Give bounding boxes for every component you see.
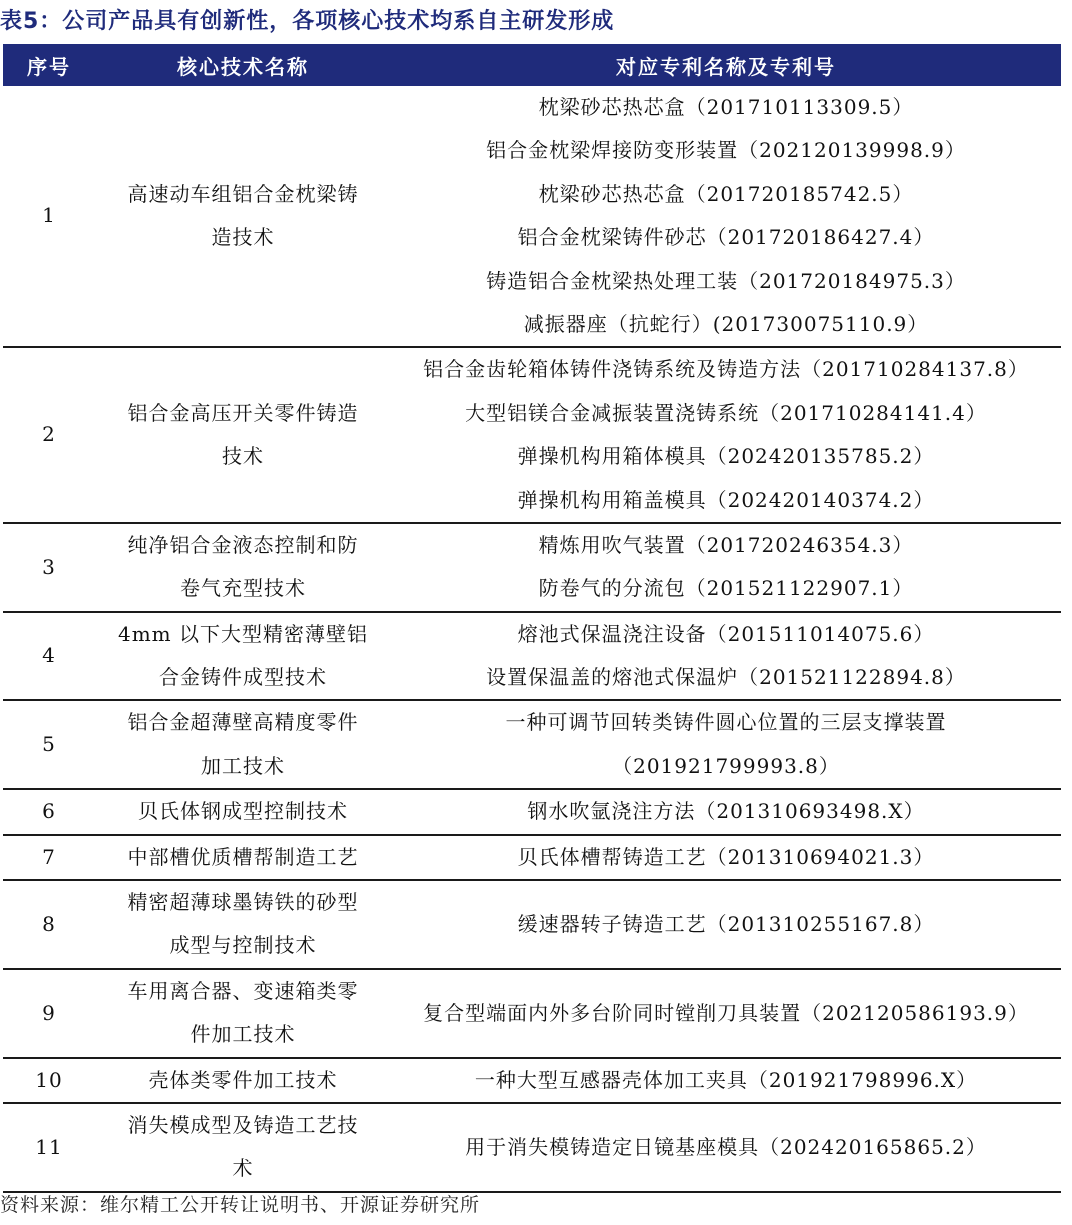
- tech-name-line: 铝合金高压开关零件铸造: [127, 400, 359, 425]
- patent-line: 精炼用吹气装置（201720246354.3）: [538, 532, 914, 557]
- source-note: 资料来源：维尔精工公开转让说明书、开源证券研究所: [0, 1194, 481, 1216]
- tech-name-cell: [95, 700, 391, 789]
- tech-name-line: 4mm 以下大型精密薄壁铝: [117, 621, 368, 646]
- patent-cell: [391, 700, 1061, 789]
- tech-name-line: 贝氏体钢成型控制技术: [138, 799, 348, 824]
- patent-cell: [391, 612, 1061, 701]
- table-title: 表5：公司产品具有创新性，各项核心技术均系自主研发形成: [0, 9, 615, 34]
- patent-cell: [391, 789, 1061, 834]
- header-tech-name: 核心技术名称: [177, 54, 309, 79]
- table-row: [3, 523, 1061, 612]
- tech-name-cell: [95, 612, 391, 701]
- tech-name-line: 壳体类零件加工技术: [148, 1067, 338, 1092]
- tech-name-cell: [95, 1103, 391, 1192]
- patent-line: 钢水吹氩浇注方法（201310693498.X）: [527, 799, 925, 824]
- tech-name-cell: [95, 86, 391, 347]
- patent-line: 用于消失模铸造定日镜基座模具（202420165865.2）: [465, 1134, 987, 1159]
- table-row: [3, 612, 1061, 701]
- tech-name-line: 加工技术: [201, 753, 285, 778]
- tech-name-line: 造技术: [211, 225, 275, 250]
- row-index: 1: [42, 203, 56, 228]
- table-row: [3, 789, 1061, 834]
- patent-cell: [391, 1058, 1061, 1103]
- patent-line: 设置保温盖的熔池式保温炉（201521122894.8）: [486, 665, 966, 690]
- tech-name-line: 精密超薄球墨铸铁的砂型: [127, 890, 359, 915]
- patent-line: 铸造铝合金枕梁热处理工装（201720184975.3）: [486, 268, 966, 293]
- patent-line: （201921799993.8）: [612, 753, 840, 778]
- table-row: [3, 969, 1061, 1058]
- header-index: 序号: [27, 54, 71, 79]
- tech-name-cell: [95, 789, 391, 834]
- table-row: [3, 1103, 1061, 1192]
- tech-name-line: 卷气充型技术: [180, 576, 306, 601]
- table-row: [3, 86, 1061, 347]
- tech-name-cell: [95, 880, 391, 969]
- row-index: 3: [42, 554, 56, 579]
- patent-cell: [391, 969, 1061, 1058]
- patent-cell: [391, 523, 1061, 612]
- row-index: 4: [42, 643, 56, 668]
- table-row: [3, 880, 1061, 969]
- patent-line: 铝合金齿轮箱体铸件浇铸系统及铸造方法（201710284137.8）: [423, 357, 1029, 382]
- tech-name-cell: [95, 835, 391, 880]
- row-index: 5: [42, 732, 56, 757]
- tech-name-line: 中部槽优质槽帮制造工艺: [127, 844, 359, 869]
- patent-line: 铝合金枕梁焊接防变形装置（202120139998.9）: [486, 138, 966, 163]
- tech-name-line: 合金铸件成型技术: [159, 665, 327, 690]
- tech-name-cell: [95, 969, 391, 1058]
- row-index: 11: [35, 1134, 63, 1159]
- row-index: 9: [42, 1000, 56, 1025]
- patent-line: 弹操机构用箱盖模具（202420140374.2）: [517, 487, 935, 512]
- table-body: [3, 86, 1061, 1192]
- tech-name-line: 件加工技术: [190, 1022, 296, 1047]
- tech-name-cell: [95, 347, 391, 523]
- tech-name-line: 消失模成型及铸造工艺技: [127, 1113, 359, 1138]
- table-header-row: [3, 44, 1061, 86]
- patent-line: 大型铝镁合金减振装置浇铸系统（201710284141.4）: [465, 400, 987, 425]
- patent-line: 一种大型互感器壳体加工夹具（201921798996.X）: [474, 1067, 978, 1092]
- table-row: [3, 835, 1061, 880]
- tech-name-line: 技术: [222, 444, 264, 469]
- patent-line: 缓速器转子铸造工艺（201310255167.8）: [517, 911, 935, 936]
- patent-line: 枕梁砂芯热芯盒（201710113309.5）: [538, 95, 914, 119]
- table-row: [3, 1058, 1061, 1103]
- patent-line: 弹操机构用箱体模具（202420135785.2）: [517, 444, 935, 469]
- patent-cell: [391, 347, 1061, 523]
- patent-cell: [391, 880, 1061, 969]
- patent-line: 减振器座（抗蛇行）(201730075110.9）: [523, 311, 929, 336]
- tech-name-cell: [95, 523, 391, 612]
- tech-name-line: 术: [232, 1156, 254, 1181]
- tech-name-line: 铝合金超薄壁高精度零件: [127, 710, 359, 735]
- row-index: 6: [42, 799, 56, 824]
- row-index: 2: [42, 422, 56, 447]
- row-index: 8: [42, 911, 56, 936]
- tech-name-line: 车用离合器、变速箱类零: [127, 978, 359, 1003]
- patent-line: 枕梁砂芯热芯盒（201720185742.5）: [538, 181, 914, 206]
- tech-name-cell: [95, 1058, 391, 1103]
- patent-table: [3, 44, 1061, 1193]
- patent-line: 一种可调节回转类铸件圆心位置的三层支撑装置: [505, 710, 947, 735]
- tech-name-line: 高速动车组铝合金枕梁铸: [127, 181, 359, 206]
- tech-name-line: 纯净铝合金液态控制和防: [127, 532, 359, 557]
- patent-line: 熔池式保温浇注设备（201511014075.6）: [517, 621, 935, 646]
- row-index: 10: [35, 1067, 63, 1092]
- tech-name-line: 成型与控制技术: [169, 933, 317, 958]
- table-row: [3, 347, 1061, 523]
- patent-cell: [391, 835, 1061, 880]
- row-index: 7: [42, 844, 56, 869]
- patent-line: 贝氏体槽帮铸造工艺（201310694021.3）: [517, 844, 935, 869]
- table-row: [3, 700, 1061, 789]
- patent-cell: [391, 1103, 1061, 1192]
- header-patent: 对应专利名称及专利号: [616, 54, 836, 79]
- patent-cell: [391, 86, 1061, 347]
- patent-line: 复合型端面内外多台阶同时镗削刀具装置（202120586193.9）: [423, 1000, 1029, 1025]
- patent-line: 铝合金枕梁铸件砂芯（201720186427.4）: [517, 225, 935, 250]
- patent-line: 防卷气的分流包（201521122907.1）: [538, 576, 914, 601]
